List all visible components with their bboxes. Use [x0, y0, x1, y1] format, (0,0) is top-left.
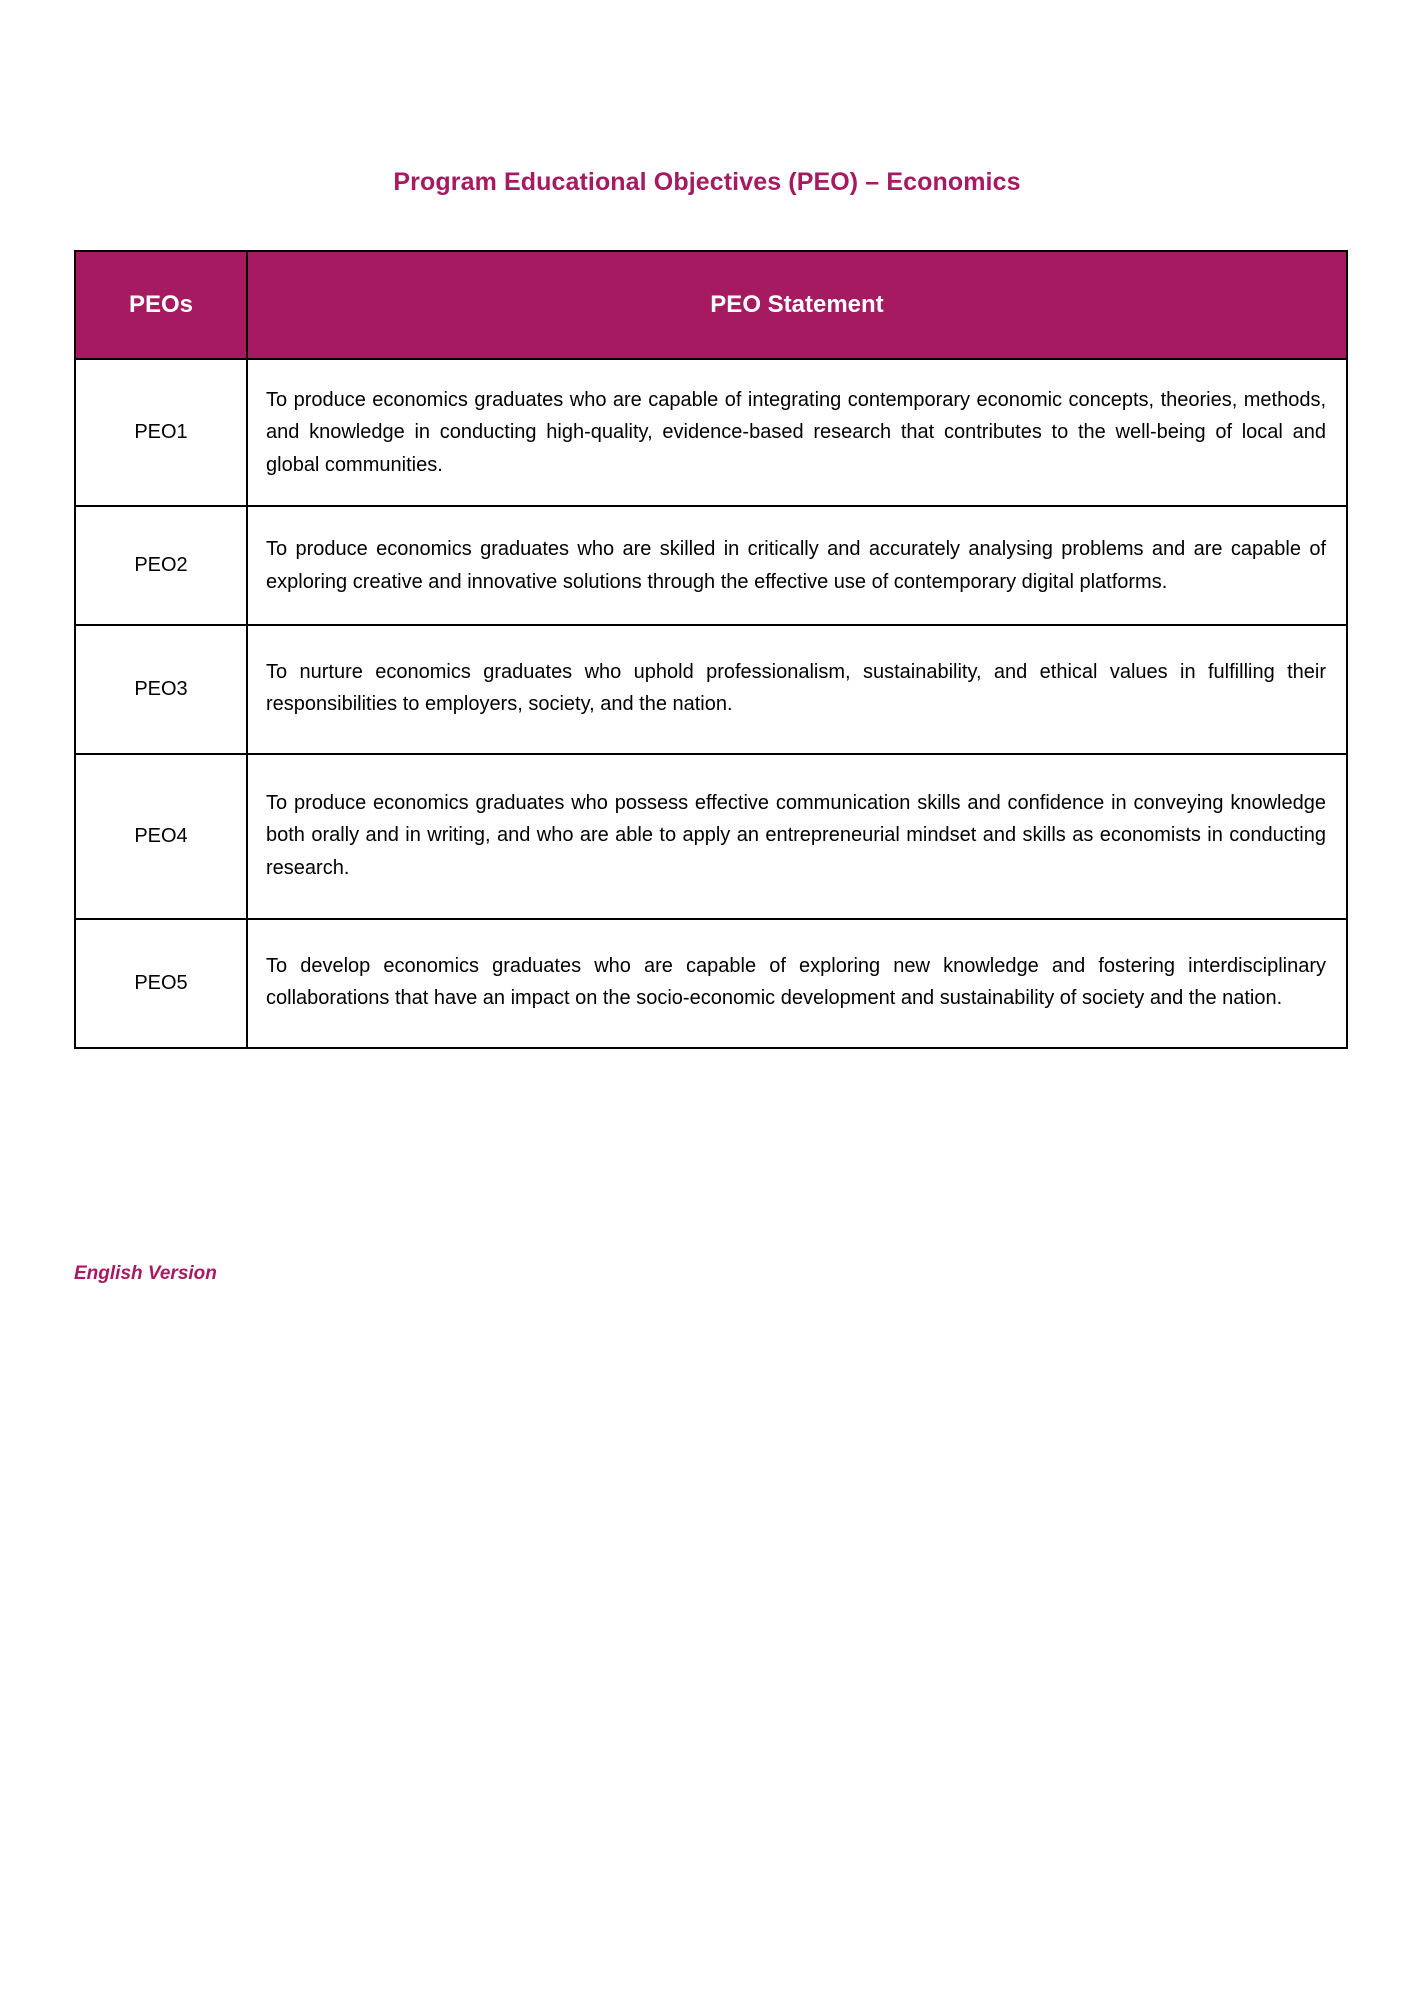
peo-table: [74, 250, 1348, 1049]
column-header-peos: PEOs: [75, 251, 247, 359]
peo-code: PEO1: [75, 359, 247, 506]
peo-code: PEO4: [75, 754, 247, 919]
table-header: [75, 251, 1347, 359]
peo-code: PEO3: [75, 625, 247, 754]
peo-statement: To produce economics graduates who possess effective communication skills and confidence in conveying knowledge both orally and in writing, and who are able to apply an entrepreneurial mindset and skills as economists in conducting research.: [247, 754, 1347, 919]
table-row: [75, 506, 1347, 625]
version-label: English Version: [74, 1263, 217, 1284]
peo-statement: To produce economics graduates who are capable of integrating contemporary economic concepts, theories, methods, and knowledge in conducting high-quality, evidence-based research that contributes to the well-being of local and global communities.: [247, 359, 1347, 506]
table-row: [75, 359, 1347, 506]
table-row: [75, 625, 1347, 754]
page-title: Program Educational Objectives (PEO) – Economics: [393, 168, 1021, 196]
peo-code: PEO2: [75, 506, 247, 625]
peo-statement: To produce economics graduates who are skilled in critically and accurately analysing problems and are capable of exploring creative and innovative solutions through the effective use of contemporary digital platforms.: [247, 506, 1347, 625]
table-header-row: [75, 251, 1347, 359]
column-header-peo-statement: PEO Statement: [247, 251, 1347, 359]
peo-statement: To develop economics graduates who are capable of exploring new knowledge and fostering interdisciplinary collaborations that have an impact on the socio-economic development and sustainability of society and the nation.: [247, 919, 1347, 1048]
peo-code: PEO5: [75, 919, 247, 1048]
table-row: [75, 919, 1347, 1048]
table-body: [75, 359, 1347, 1048]
peo-statement: To nurture economics graduates who uphold professionalism, sustainability, and ethical values in fulfilling their responsibilities to employers, society, and the nation.: [247, 625, 1347, 754]
table-row: [75, 754, 1347, 919]
